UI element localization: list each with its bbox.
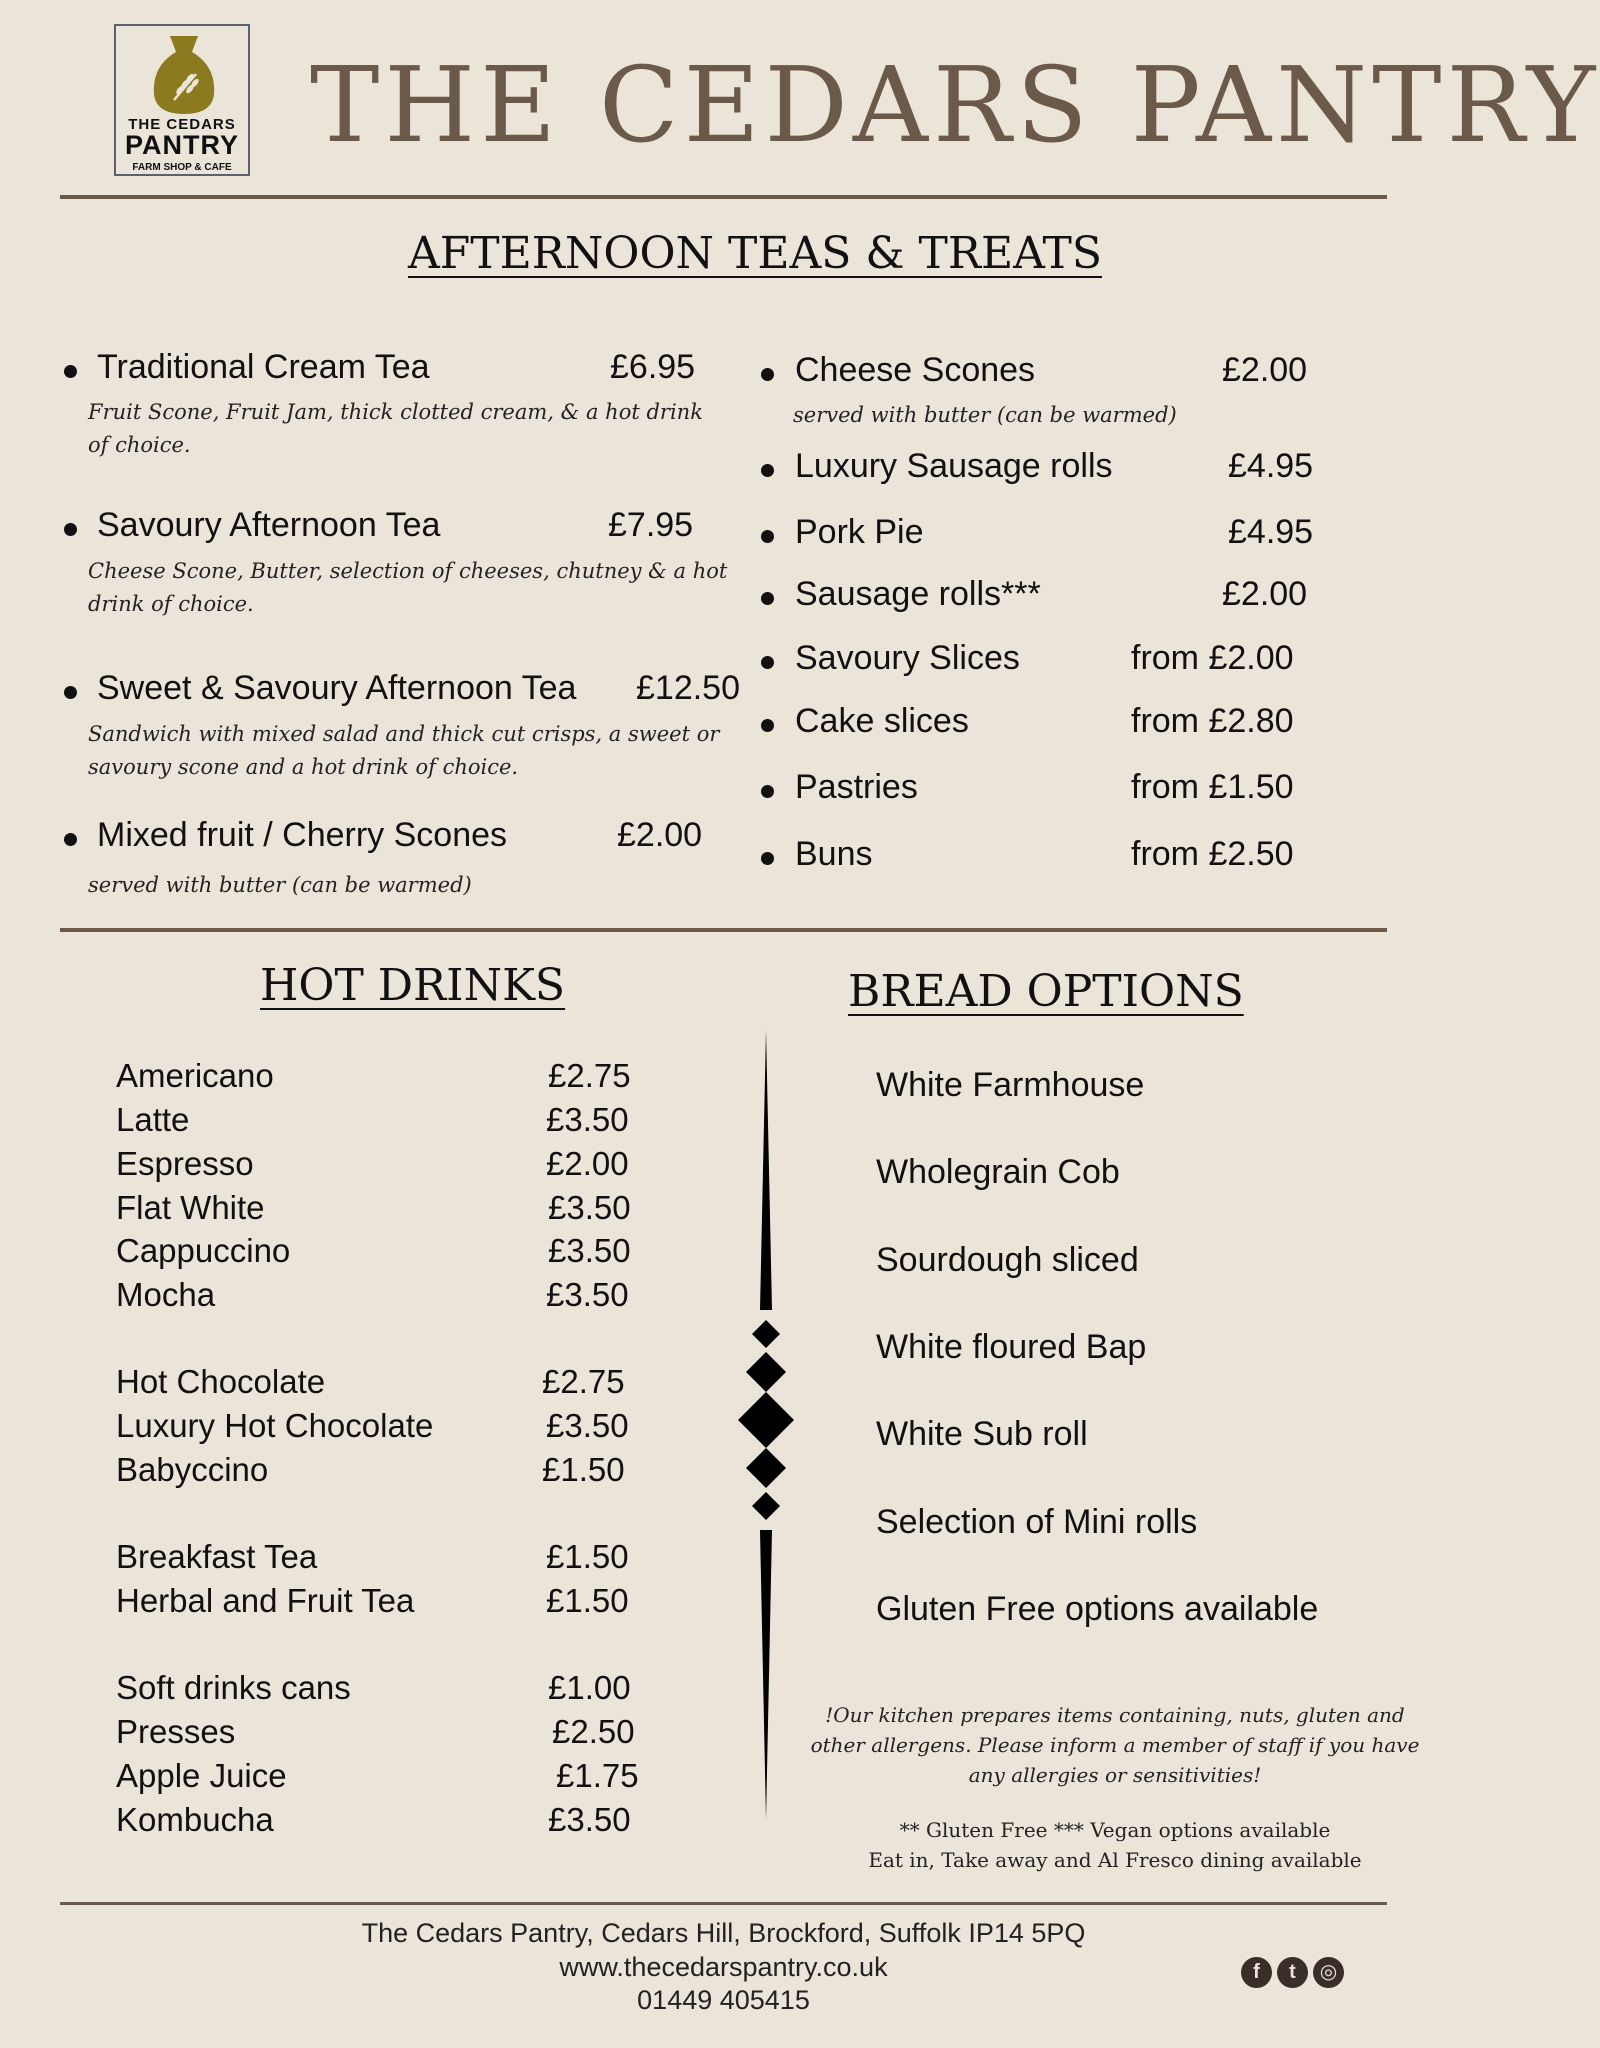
instagram-icon[interactable]: ◎: [1313, 1957, 1344, 1988]
item-name: Cake slices: [795, 702, 969, 740]
drink-price: £3.50: [546, 1101, 629, 1138]
bread-item: White Sub roll: [876, 1415, 1088, 1453]
drink-name: Kombucha: [116, 1801, 274, 1838]
drink-name: Soft drinks cans: [116, 1669, 351, 1706]
item-description: Sandwich with mixed salad and thick cut crisps, a sweet or savoury scone and a hot drink of choice.: [88, 722, 720, 779]
bread-item: Gluten Free options available: [876, 1590, 1319, 1628]
divider-top: [60, 195, 1387, 199]
item-price: from £2.50: [1131, 835, 1294, 873]
item-name: Traditional Cream Tea: [97, 348, 430, 386]
item-description: Fruit Scone, Fruit Jam, thick clotted cream, & a hot drink of choice.: [88, 400, 703, 457]
divider-bottom: [60, 1902, 1387, 1905]
item-price: from £1.50: [1131, 768, 1294, 806]
bullet-icon: [761, 656, 774, 669]
footer-phone: 01449 405415: [637, 1985, 810, 2015]
drink-name: Mocha: [116, 1276, 216, 1313]
drink-price: £3.50: [548, 1189, 631, 1226]
drink-price: £1.50: [542, 1451, 625, 1488]
bullet-icon: [64, 833, 77, 846]
bread-heading: BREAD OPTIONS: [848, 966, 1244, 1017]
bread-item: Selection of Mini rolls: [876, 1503, 1198, 1541]
drink-price: £3.50: [548, 1232, 631, 1269]
item-name: Luxury Sausage rolls: [795, 447, 1113, 485]
item-price: from £2.80: [1131, 702, 1294, 740]
dining-options-note: Eat in, Take away and Al Fresco dining available: [868, 1848, 1362, 1872]
drink-price: £3.50: [546, 1276, 629, 1313]
drink-name: Hot Chocolate: [116, 1363, 326, 1400]
bullet-icon: [761, 530, 774, 543]
logo-line-3: FARM SHOP & CAFE: [132, 162, 232, 173]
item-price: £7.95: [608, 506, 694, 544]
bullet-icon: [761, 852, 774, 865]
footer-website[interactable]: www.thecedarspantry.co.uk: [559, 1952, 888, 1982]
drink-price: £2.00: [546, 1145, 629, 1182]
bread-item: White floured Bap: [876, 1328, 1147, 1366]
page-title: THE CEDARS PANTRY: [310, 44, 1600, 166]
ornament-divider-icon: [736, 1030, 796, 1820]
drink-name: Presses: [116, 1713, 236, 1750]
facebook-icon[interactable]: f: [1241, 1957, 1272, 1988]
logo-line-1: THE CEDARS: [128, 116, 236, 133]
item-price: £4.95: [1228, 447, 1314, 485]
drink-price: £1.50: [546, 1582, 629, 1619]
bullet-icon: [761, 785, 774, 798]
drink-price: £3.50: [548, 1801, 631, 1838]
dietary-options-note: ** Gluten Free *** Vegan options available: [899, 1818, 1331, 1842]
drink-name: Herbal and Fruit Tea: [116, 1582, 415, 1619]
item-description: Cheese Scone, Butter, selection of cheeses, chutney & a hot drink of choice.: [88, 559, 728, 616]
item-price: £12.50: [636, 669, 740, 707]
drink-name: Espresso: [116, 1145, 254, 1182]
drink-name: Luxury Hot Chocolate: [116, 1407, 434, 1444]
logo-line-2: PANTRY: [125, 130, 239, 160]
bullet-icon: [64, 686, 77, 699]
item-name: Pastries: [795, 768, 918, 806]
hot-drinks-heading: HOT DRINKS: [260, 960, 566, 1011]
bullet-icon: [64, 365, 77, 378]
drink-name: Apple Juice: [116, 1757, 287, 1794]
twitter-icon[interactable]: t: [1277, 1957, 1308, 1988]
item-name: Buns: [795, 835, 873, 873]
drink-price: £1.50: [546, 1538, 629, 1575]
drink-name: Cappuccino: [116, 1232, 291, 1269]
item-price: £4.95: [1228, 513, 1314, 551]
drink-price: £1.75: [556, 1757, 639, 1794]
drink-name: Latte: [116, 1101, 190, 1138]
divider-middle: [60, 928, 1387, 932]
drink-price: £2.75: [542, 1363, 625, 1400]
item-description: served with butter (can be warmed): [793, 403, 1177, 427]
item-price: £2.00: [617, 816, 703, 854]
afternoon-heading: AFTERNOON TEAS & TREATS: [408, 228, 1103, 279]
item-name: Mixed fruit / Cherry Scones: [97, 816, 508, 854]
item-name: Cheese Scones: [795, 351, 1036, 389]
item-name: Sweet & Savoury Afternoon Tea: [97, 669, 577, 707]
item-name: Savoury Afternoon Tea: [97, 506, 441, 544]
drink-name: Flat White: [116, 1189, 265, 1226]
bullet-icon: [761, 719, 774, 732]
flour-sack-icon: [148, 32, 220, 116]
drink-price: £3.50: [546, 1407, 629, 1444]
bread-item: Sourdough sliced: [876, 1241, 1139, 1279]
bullet-icon: [761, 368, 774, 381]
footer-address: The Cedars Pantry, Cedars Hill, Brockford, Suffolk IP14 5PQ: [361, 1918, 1086, 1948]
allergen-notice: !Our kitchen prepares items containing, nuts, gluten and other allergens. Please inform a member of staff if you have any allergies or sensitivities!: [810, 1703, 1420, 1787]
drink-price: £1.00: [548, 1669, 631, 1706]
bullet-icon: [761, 592, 774, 605]
item-description: served with butter (can be warmed): [88, 873, 472, 897]
item-price: £6.95: [610, 348, 696, 386]
item-price: £2.00: [1222, 575, 1308, 613]
drink-name: Breakfast Tea: [116, 1538, 318, 1575]
drink-name: Babyccino: [116, 1451, 269, 1488]
bread-item: White Farmhouse: [876, 1066, 1145, 1104]
bullet-icon: [761, 464, 774, 477]
logo: [114, 24, 250, 176]
drink-name: Americano: [116, 1057, 274, 1094]
bread-item: Wholegrain Cob: [876, 1153, 1120, 1191]
item-name: Savoury Slices: [795, 639, 1020, 677]
bullet-icon: [64, 523, 77, 536]
item-price: £2.00: [1222, 351, 1308, 389]
item-name: Sausage rolls***: [795, 575, 1041, 613]
item-name: Pork Pie: [795, 513, 924, 551]
drink-price: £2.50: [552, 1713, 635, 1750]
drink-price: £2.75: [548, 1057, 631, 1094]
item-price: from £2.00: [1131, 639, 1294, 677]
